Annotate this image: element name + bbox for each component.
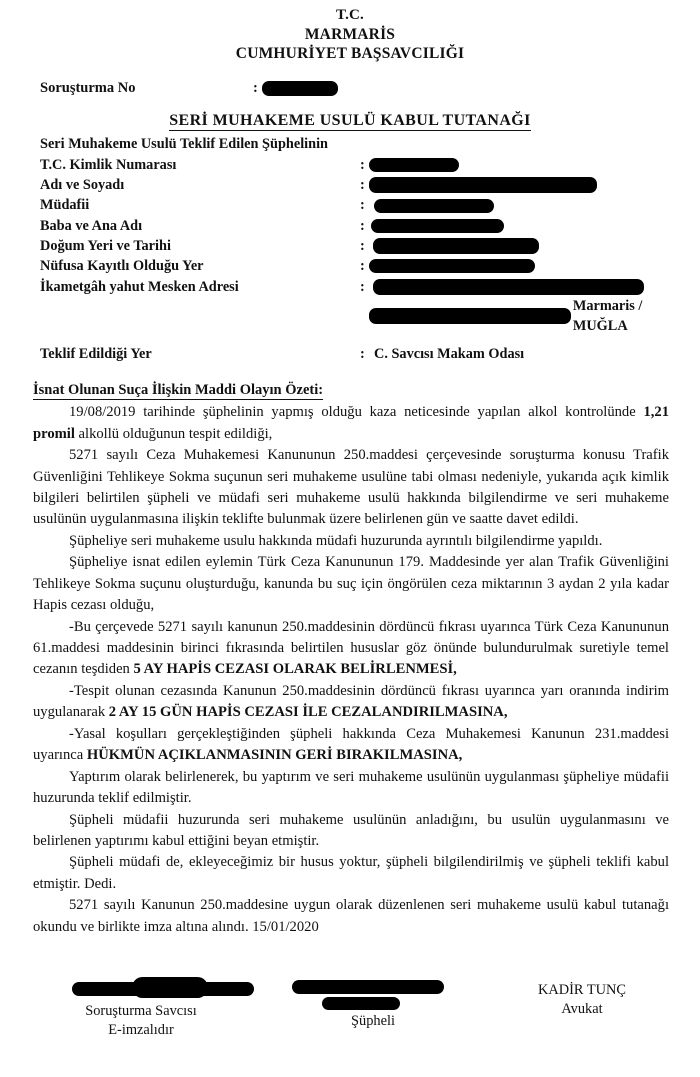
redaction-bar <box>374 199 494 213</box>
field-label: Doğum Yeri ve Tarihi <box>40 237 171 254</box>
body-text-run: 5271 sayılı Ceza Muhakemesi Kanununun 250.maddesi çerçevesinde soruşturma konusu Trafik Güvenliğini Tehlikeye Sokma suçunun seri muhakeme usulüne tabi olması nedeniyle, yukarıda açık kimlik bilgileri belirtilen şüpheli ve müdafi seri muhakeme usulü hakkında bilgilendirme ve seri muhakeme usulünün uygulanmasına ilişkin teklifte bulunmak üzere belirlenen gün ve saatte davet edildi. <box>33 447 669 528</box>
identity-row-registry <box>40 256 700 276</box>
body-paragraph <box>33 531 669 552</box>
prosecutor-role: Soruşturma Savcısı <box>85 1003 197 1019</box>
field-label: Müdafii <box>40 197 90 214</box>
field-label: Baba ve Ana Adı <box>40 217 143 234</box>
redaction-bar <box>373 279 644 295</box>
emphasised-text: HÜKMÜN AÇIKLANMASININ GERİ BIRAKILMASINA, <box>86 747 463 764</box>
field-colon: : <box>360 177 365 194</box>
header-line-republic: T.C. <box>335 7 365 23</box>
body-paragraph <box>33 724 669 767</box>
field-colon: : <box>360 345 365 362</box>
identity-block <box>0 135 700 364</box>
body-text-run: Şüpheli müdafii huzurunda seri muhakeme usulünün anladığını, bu usulün uygulanmasını ve belirlenen yaptırımı kabul ettiğini beyan etmiştir. <box>33 811 669 849</box>
field-label: Nüfusa Kayıtlı Olduğu Yer <box>40 258 204 275</box>
identity-row-fullname <box>40 175 700 195</box>
redaction-bar <box>373 238 539 254</box>
field-value <box>369 199 700 213</box>
body-paragraph <box>33 810 669 853</box>
document-body <box>0 402 700 938</box>
body-text-run: Şüpheliye isnat edilen eylemin Türk Ceza Kanununun 179. Maddesinde yer alan Trafik Güvenliğini Tehlikeye Sokma suçunu oluşturduğu, kanunda bu suç için öngörülen ceza miktarının 3 aydan 2 yıla kadar Hapis cezası olduğu, <box>33 554 669 614</box>
body-paragraph <box>33 767 669 810</box>
field-value <box>369 177 700 193</box>
body-text-run: 19/08/2019 tarihinde şüphelinin yapmış olduğu kaza neticesinde yapılan alkol kontrolünde <box>69 404 644 421</box>
field-colon: : <box>360 217 365 234</box>
field-label: İkametgâh yahut Mesken Adresi <box>40 278 239 295</box>
body-paragraph <box>33 617 669 681</box>
summary-heading <box>0 382 700 399</box>
redaction-bar <box>369 259 535 273</box>
prosecutor-signature-redaction <box>28 975 254 1001</box>
field-colon: : <box>360 278 365 295</box>
address-city-text: Marmaris / MUĞLA <box>572 297 643 334</box>
summary-heading-text: İsnat Olunan Suça İlişkin Maddi Olayın Özeti: <box>33 382 324 399</box>
identity-row-parents <box>40 216 700 236</box>
lawyer-role: Avukat <box>561 1001 603 1018</box>
page-title-text: SERİ MUHAKEME USULÜ KABUL TUTANAĞI <box>169 111 531 129</box>
emphasised-text: 2 AY 15 GÜN HAPİS CEZASI İLE CEZALANDIRILMASINA, <box>108 704 508 721</box>
field-value <box>369 158 700 172</box>
body-paragraph <box>33 895 669 938</box>
identity-intro: Seri Muhakeme Usulü Teklif Edilen Şüphelinin <box>40 135 329 152</box>
field-label: Teklif Edildiği Yer <box>40 345 152 362</box>
case-number-row <box>0 80 700 97</box>
identity-row-address <box>40 277 700 297</box>
case-number-label: Soruşturma No <box>40 79 136 96</box>
field-label: Adı ve Soyadı <box>40 177 125 194</box>
case-number-redaction-bar <box>262 81 338 96</box>
body-text-run: alkollü olduğunun tespit edildiği, <box>74 425 273 442</box>
lawyer-name: KADİR TUNÇ <box>537 982 627 998</box>
body-paragraph <box>33 852 669 895</box>
identity-row-birth <box>40 236 700 256</box>
identity-address-continuation <box>40 296 700 336</box>
body-text-run: -Bu çerçevede 5271 sayılı kanunun 250.maddesinin dördüncü fıkrası uyarınca Türk Ceza Kanununun 61.maddesi maddesinin birinci fıkrasında belirtilen hususlar göz önünde bulundurulmak suretiyle temel cezanın teşdiden <box>33 618 669 678</box>
venue-value-text: C. Savcısı Makam Odası <box>374 345 525 362</box>
redaction-bar <box>369 308 571 324</box>
header-line-office: CUMHURİYET BAŞSAVCILIĞI <box>235 45 465 63</box>
body-text-run: -Yasal koşulları gerçekleştiğinden şüpheli hakkında Ceza Muhakemesi Kanunun 231.maddesi uyarınca <box>33 725 669 764</box>
signature-block-lawyer <box>484 981 680 1019</box>
field-value <box>369 238 700 254</box>
page-title <box>0 112 700 130</box>
body-text-run: -Tespit olunan cezasında Kanunun 250.maddesinin dördüncü fıkrası uyarınca yarı oranında indirim uygulanarak <box>33 682 669 721</box>
emphasised-text: 5 AY HAPİS CEZASI OLARAK BELİRLENMESİ, <box>133 661 457 678</box>
header-line-city: MARMARİS <box>304 25 396 43</box>
case-number-colon: : <box>253 79 258 96</box>
document-header <box>0 0 700 64</box>
suspect-role: Şüpheli <box>351 1013 395 1029</box>
field-colon: : <box>360 237 365 254</box>
body-text-run: Şüpheli müdafi de, ekleyeceğimiz bir husus yoktur, şüpheli bilgilendirilmiş ve şüpheli teklifi kabul etmiştir. Dedi. <box>33 854 669 892</box>
field-colon: : <box>360 156 365 173</box>
field-value <box>369 279 700 295</box>
redaction-bar <box>369 158 459 172</box>
body-paragraph <box>33 402 669 445</box>
body-text-run: 5271 sayılı Kanunun 250.maddesine uygun olarak düzenlenen seri muhakeme usulü kabul tutanağı okundu ve birlikte imza altına alındı. 15/01/2020 <box>33 897 669 935</box>
field-value <box>369 219 700 233</box>
signature-block-suspect <box>280 975 466 1031</box>
emphasised-text: 1,21 promil <box>33 404 669 442</box>
signature-block-prosecutor <box>28 975 254 1040</box>
body-text-run: Yaptırım olarak belirlenerek, bu yaptırım ve seri muhakeme usulünün uygulanması şüpheliye müdafii huzurunda teklif edilmiştir. <box>33 768 669 807</box>
identity-row-defense-counsel <box>40 195 700 215</box>
identity-row-venue <box>40 344 700 364</box>
redaction-bar <box>369 177 597 193</box>
body-paragraph <box>33 445 669 531</box>
field-value <box>369 259 700 273</box>
suspect-signature-redaction <box>280 975 466 1011</box>
field-colon: : <box>360 258 365 275</box>
body-paragraph <box>33 552 669 616</box>
body-text-run: Şüpheliye seri muhakeme usulu hakkında müdafi huzurunda ayrıntılı bilgilendirme yapıldı. <box>69 532 603 549</box>
field-colon: : <box>360 197 365 214</box>
prosecutor-esignature-note: E-imzalıdır <box>108 1022 174 1039</box>
redaction-bar <box>371 219 504 233</box>
identity-row-tckn <box>40 155 700 175</box>
signature-area <box>0 975 700 1069</box>
body-paragraph <box>33 681 669 724</box>
field-label: T.C. Kimlik Numarası <box>40 156 177 173</box>
field-value <box>369 344 700 364</box>
